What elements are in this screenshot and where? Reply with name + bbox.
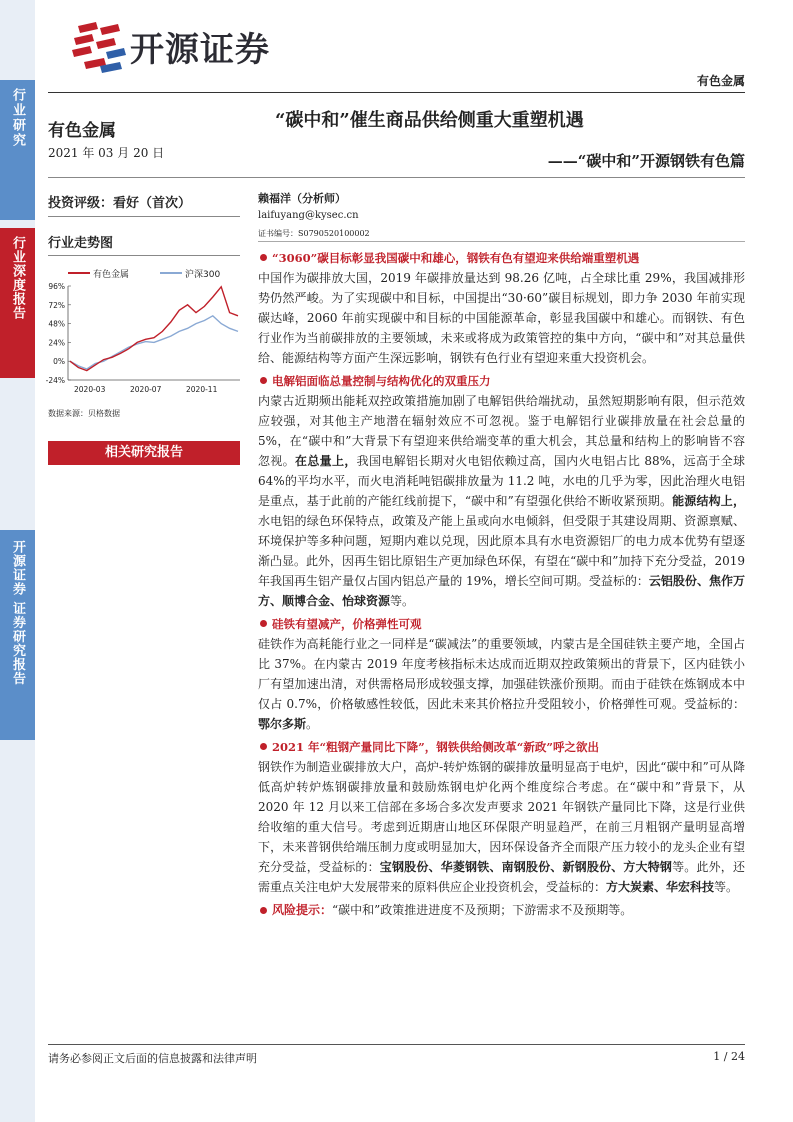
stock-list: 宝钢股份、华菱钢铁、南钢股份、新钢股份、方大特钢	[379, 860, 673, 874]
section-title-text: 硅铁有望减产，价格弹性可观	[272, 617, 422, 631]
y-tick-label: 0%	[53, 357, 65, 367]
analyst-email[interactable]: laifuyang@kysec.cn	[258, 210, 359, 221]
section-aluminum	[258, 371, 745, 611]
footer-divider	[48, 1044, 745, 1045]
section-title	[258, 614, 745, 634]
sidebar-mid-text	[0, 236, 35, 324]
footer-disclaimer: 请务必参阅正文后面的信息披露和法律声明	[48, 1052, 257, 1065]
y-tick-label: 24%	[48, 338, 65, 348]
section-title-text: “3060”碳目标彰显我国碳中和雄心，钢铁有色有望迎来供给端重塑机遇	[272, 251, 640, 265]
y-tick-label: 96%	[48, 282, 65, 291]
stock-list: 鄂尔多斯	[258, 717, 307, 731]
investment-rating: 投资评级：看好（首次）	[48, 196, 192, 211]
trend-divider	[48, 255, 240, 256]
paragraph-text: 钢铁作为制造业碳排放大户，高炉-转炉炼钢的碳排放量明显高于电炉，因此“碳中和”可从降低高炉转炉炼钢碳排放量和鼓励炼钢电炉化两个维度综合考虑。在“碳中和”背景下，从 2020 年 12 月以来工信部在多场合多次发声要求 2021 年钢铁产量同比下降，这是行业供给收缩的重大信号。考虑到近期唐山地区环保限产明显趋严，在前三月粗钢产量明显高增下，未来普钢供给端压制力度或明显加大，因环保设备齐全而限产压力较小的龙头企业有望充分受益，受益标的：	[258, 760, 745, 874]
bullet-icon	[260, 907, 267, 914]
bullet-icon	[260, 743, 267, 750]
paragraph-text: 我国电解铝长期对火电铝依赖过高，国内火电铝占比 88%，远高于全球 64%的平均水平，而火电消耗吨铝碳排放量为 11.2 吨，水电的几乎为零，因此治理火电铝是重点，基于此前的产能红线前提下，“碳中和”有望强化供给不断收紧预期。	[258, 454, 745, 508]
sidebar	[0, 0, 35, 1122]
sidebar-top-label: 行业研究	[10, 88, 25, 148]
paragraph-text: 等。	[714, 880, 739, 894]
analyst-name: 赖福洋（分析师）	[258, 192, 346, 205]
main-content	[258, 248, 745, 923]
report-title: “碳中和”催生商品供给侧重大重塑机遇	[275, 110, 584, 131]
paragraph-head: 在总量上，	[295, 454, 357, 468]
section-steel	[258, 737, 745, 897]
related-reports-button[interactable]: 相关研究报告	[48, 441, 240, 465]
risk-head: 风险提示：	[272, 903, 333, 917]
paragraph-text: 等。此外，还需重点关注电炉大发展带来的原料供应企业投资机会，受益标的：	[258, 860, 745, 894]
stock-list: 方大炭素、华宏科技	[606, 880, 715, 894]
chart-source: 数据来源：贝格数据	[48, 409, 120, 418]
sidebar-mid-label: 行业深度报告	[10, 236, 25, 320]
paragraph-head: 能源结构上，	[672, 494, 745, 508]
y-tick-label: -24%	[45, 376, 65, 385]
header-divider	[48, 92, 745, 93]
legend-label: 有色金属	[93, 270, 130, 280]
legend-label: 沪深300	[185, 270, 221, 280]
paragraph-text: 等。	[390, 594, 415, 608]
x-tick-label: 2020-11	[186, 385, 218, 394]
analyst-cert: 证书编号：S0790520100002	[258, 229, 370, 238]
section-body	[258, 391, 745, 611]
section-title	[258, 248, 745, 268]
section-title	[258, 737, 745, 757]
y-tick-label: 48%	[48, 319, 65, 329]
trend-chart	[40, 264, 245, 402]
x-tick-label: 2020-07	[130, 385, 162, 394]
series-line	[70, 287, 238, 371]
header-tag: 有色金属	[696, 74, 745, 88]
sidebar-top-text	[0, 88, 35, 152]
section-title	[258, 371, 745, 391]
analyst-divider	[258, 241, 745, 242]
title-divider	[48, 177, 745, 178]
bullet-icon	[260, 377, 267, 384]
section-body	[258, 634, 745, 734]
section-title-text: 电解铝面临总量控制与结构优化的双重压力	[272, 374, 491, 388]
section-body	[258, 757, 745, 897]
section-risk	[258, 900, 745, 920]
y-tick-label: 72%	[48, 300, 65, 310]
paragraph-text: 水电铝的绿色环保特点，政策及产能上虽或向水电倾斜，但受限于其建设周期、资源禀赋、环境保护等多种问题，短期内难以兑现，因此原本具有水电资源铝厂的电力成本优势有望逐渐凸显。此外，因再生铝比原铝生产更加绿色环保，有望在“碳中和”加持下充分受益，2019 年我国再生铝产量仅占国内铝总产量的 19%，增长空间可期。受益标的：	[258, 514, 745, 588]
section-carbon-target	[258, 248, 745, 368]
paragraph-text: 硅铁作为高耗能行业之一同样是“碳减法”的重要领域，内蒙古是全国硅铁主要产地，全国占比 37%。在内蒙古 2019 年度考核指标未达成而近期双控政策频出的背景下，区内硅铁小厂有望加速出清，对供需格局形成较强支撑，加强硅铁涨价预期。而由于硅铁在炼钢成本中仅占 0.7%，价格敏感性较低，因此未来其价格拉升受阻较小，价格弹性可观。受益标的：	[258, 637, 745, 711]
sidebar-bottom-text	[0, 540, 35, 690]
sidebar-bottom-label: 开源证券 证券研究报告	[10, 540, 25, 686]
trend-title: 行业走势图	[48, 236, 114, 251]
x-tick-label: 2020-03	[74, 385, 106, 394]
risk-line	[258, 900, 745, 920]
risk-text: “碳中和”政策推进进度不及预期；下游需求不及预期等。	[332, 903, 633, 917]
report-date: 2021 年 03 月 20 日	[48, 146, 165, 160]
brand-name: 开源证券	[130, 30, 270, 70]
stock-list: 云铝股份、焦作万方、顺博合金、怡球资源	[258, 574, 745, 608]
section-title-text: 2021 年“粗钢产量同比下降”，钢铁供给侧改革“新政”呼之欲出	[272, 740, 599, 754]
report-subtitle: ——“碳中和”开源钢铁有色篇	[547, 152, 745, 170]
page-number: 1 / 24	[713, 1050, 745, 1063]
paragraph-text: 。	[306, 717, 319, 731]
rating-divider	[48, 216, 240, 217]
paragraph-text: 内蒙古近期频出能耗双控政策措施加剧了电解铝供给端扰动，虽然短期影响有限，但示范效应较强，对其他主产地潜在辐射效应不可忽视。鉴于电解铝行业碳排放量在社会总量的 5%，在“碳中和”大背景下有望迎来供给端变革的重大机会，其总量和结构上的影响皆不容忽视。	[258, 394, 745, 468]
bullet-icon	[260, 254, 267, 261]
industry-label: 有色金属	[48, 121, 116, 141]
bullet-icon	[260, 620, 267, 627]
section-ferrosilicon	[258, 614, 745, 734]
brand-logo-icon	[70, 20, 128, 75]
section-body: 中国作为碳排放大国，2019 年碳排放量达到 98.26 亿吨，占全球比重 29%，我国减排形势仍然严峻。为了实现碳中和目标，中国提出“30·60”碳目标规划，即力争 2030 年前实现碳达峰，2060 年前实现碳中和目标的中国能源革命，彰显我国碳中和雄心。而钢铁、有色行业作为当前碳排放的主要领域，未来或将成为政策管控的集中方向，“碳中和”对其总量供给、能源结构等方面产生深远影响，钢铁有色行业有望迎来重大投资机会。	[258, 271, 745, 365]
series-line	[70, 316, 238, 369]
